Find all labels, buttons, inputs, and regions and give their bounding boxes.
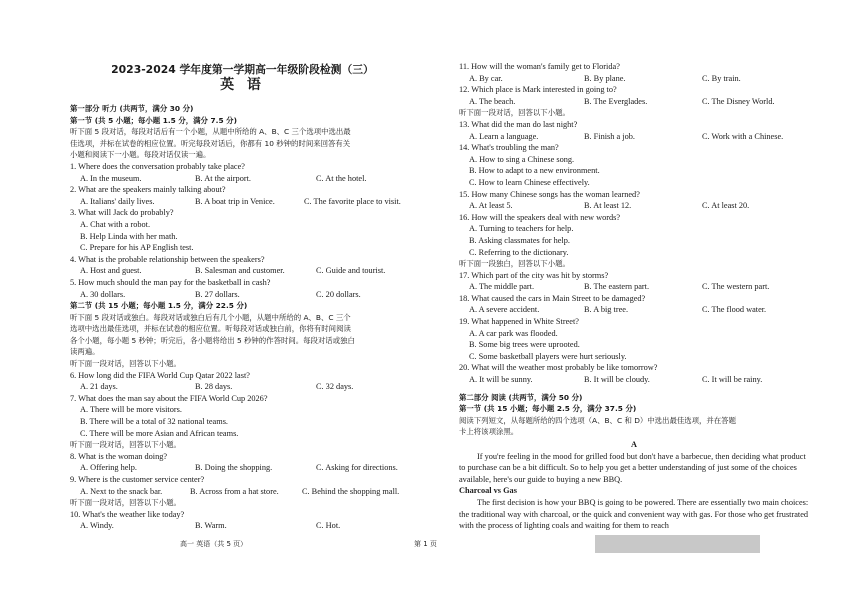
- question-stem: 15. How many Chinese songs has the woman learned?: [459, 189, 640, 199]
- question-stem: 6. How long did the FIFA World Cup Qatar 2022 last?: [70, 370, 250, 380]
- directions-line: 各个小题，每小题 5 秒钟；听完后，各小题将给出 5 秒钟的作答时间。每段对话或独白: [70, 335, 355, 345]
- option-b: B. At least 12.: [584, 201, 632, 211]
- part1-section2-heading: 第二节 (共 15 小题；每小题 1.5 分，满分 22.5 分): [70, 301, 248, 311]
- option-b: B. A boat trip in Venice.: [195, 196, 275, 206]
- option-a: A. At least 5.: [469, 201, 513, 211]
- question-stem: 17. Which part of the city was hit by storms?: [459, 270, 609, 280]
- option-b: B. How to adapt to a new environment.: [469, 166, 600, 176]
- option-a: A. Chat with a robot.: [80, 219, 151, 229]
- question-stem: 7. What does the man say about the FIFA World Cup 2026?: [70, 393, 268, 403]
- question-stem: 4. What is the probable relationship between the speakers?: [70, 254, 265, 264]
- option-b: B. Finish a job.: [584, 131, 635, 141]
- option-a: A. It will be sunny.: [469, 375, 533, 385]
- question-options: [70, 462, 415, 474]
- listening-prompt: 听下面一段对话，回答以下小题。: [70, 440, 181, 450]
- option-c: C. 20 dollars.: [316, 289, 361, 299]
- option-c: C. Hot.: [316, 521, 341, 531]
- directions-line: 选项中选出最佳选项，并标在试卷的相应位置。听每段对话或独白前，你将有时间阅读: [70, 324, 351, 334]
- directions-line: 阅读下列短文，从每题所给的四个选项（A、B、C 和 D）中选出最佳选项，并在答题: [459, 415, 736, 425]
- option-a: A. In the museum.: [80, 173, 142, 183]
- option-c: C. Work with a Chinese.: [702, 131, 784, 141]
- question-stem: 9. Where is the customer service center?: [70, 475, 205, 484]
- option-b: B. The eastern part.: [584, 282, 650, 292]
- question-options: [459, 200, 809, 212]
- option-c: C. It will be rainy.: [702, 375, 763, 385]
- question-stem: 3. What will Jack do probably?: [70, 208, 174, 218]
- question-options: [70, 265, 415, 277]
- question-stem: 19. What happened in White Street?: [459, 317, 579, 327]
- directions-line: 听下面 5 段对话或独白。每段对话或独白后有几个小题，从题中所给的 A、B、C 三个: [70, 312, 351, 322]
- option-c: C. At the hotel.: [316, 173, 367, 183]
- right-flow: [459, 61, 809, 532]
- listening-prompt: 听下面一段对话，回答以下小题。: [459, 108, 570, 118]
- option-a: A. Learn a language.: [469, 131, 539, 141]
- question-options: [459, 304, 809, 316]
- option-c: C. Referring to the dictionary.: [469, 247, 569, 257]
- option-c: C. 32 days.: [316, 382, 354, 392]
- option-c: C. Behind the shopping mall.: [302, 486, 400, 496]
- part1-section1-heading: 第一节 (共 5 小题；每小题 1.5 分，满分 7.5 分): [70, 115, 237, 125]
- option-b: B. There will be a total of 32 national teams.: [80, 417, 228, 427]
- option-a: A. Turning to teachers for help.: [469, 224, 574, 234]
- question-options: [70, 173, 415, 185]
- question-options: [70, 381, 415, 393]
- option-a: A. 21 days.: [80, 382, 118, 392]
- question-stem: 8. What is the woman doing?: [70, 451, 168, 461]
- option-c: C. The western part.: [702, 282, 770, 292]
- listening-prompt: 听下面一段对话，回答以下小题。: [70, 359, 181, 369]
- option-b: B. Warm.: [195, 521, 227, 531]
- option-a: A. Offering help.: [80, 463, 137, 473]
- option-b: B. 27 dollars.: [195, 289, 240, 299]
- option-c: C. Guide and tourist.: [316, 266, 386, 276]
- question-options: [70, 289, 415, 301]
- option-c: C. By train.: [702, 73, 741, 83]
- option-a: A. The middle part.: [469, 282, 535, 292]
- option-b: B. Some big trees were uprooted.: [469, 340, 580, 350]
- question-stem: 1. Where does the conversation probably take place?: [70, 161, 245, 171]
- question-options: [459, 96, 809, 108]
- option-a: A. There will be more visitors.: [80, 405, 182, 415]
- grey-box: [595, 535, 760, 553]
- listening-prompt: 听下面一段对话，回答以下小题。: [70, 498, 181, 508]
- option-a: A. By car.: [469, 73, 503, 83]
- directions-line: 听下面 5 段对话，每段对话后有一个小题，从题中所给的 A、B、C 三个选项中选出最: [70, 127, 351, 137]
- listening-prompt: 听下面一段独白，回答以下小题。: [459, 259, 570, 269]
- option-c: C. Prepare for his AP English test.: [80, 243, 194, 253]
- option-b: B. Doing the shopping.: [195, 463, 273, 473]
- option-a: A. Next to the snack bar.: [80, 486, 163, 496]
- passage-subheading: Charcoal vs Gas: [459, 486, 517, 496]
- passage-paragraph: The first decision is how your BBQ is going to be powered. There are essentially two main choices: the traditional way with charcoal, or the quick and convenient way with gas. For those who get frustrated with the process of lighting coals and waiting for them to reach: [459, 497, 809, 531]
- question-options: [70, 486, 415, 498]
- page-number: 第 1 页: [414, 540, 437, 548]
- option-b: B. The Everglades.: [584, 96, 648, 106]
- option-a: A. Italians' daily lives.: [80, 196, 155, 206]
- option-a: A. How to sing a Chinese song.: [469, 154, 575, 164]
- option-a: A. A severe accident.: [469, 305, 540, 315]
- option-b: B. Help Linda with her math.: [80, 231, 178, 241]
- option-c: C. At least 20.: [702, 201, 750, 211]
- left-flow: [70, 103, 415, 532]
- option-b: B. It will be cloudy.: [584, 375, 650, 385]
- option-c: C. The favorite place to visit.: [304, 196, 401, 206]
- option-c: C. How to learn Chinese effectively.: [469, 177, 590, 187]
- question-stem: 10. What's the weather like today?: [70, 509, 185, 519]
- option-c: C. There will be more Asian and African teams.: [80, 428, 239, 438]
- question-stem: 16. How will the speakers deal with new words?: [459, 212, 621, 222]
- part2-section1-heading: 第一节 (共 15 小题；每小题 2.5 分，满分 37.5 分): [459, 404, 637, 414]
- exam-subject: 英 语: [220, 77, 265, 93]
- part2-heading: 第二部分 阅读 (共两节，满分 50 分): [459, 392, 583, 402]
- question-stem: 5. How much should the man pay for the basketball in cash?: [70, 277, 271, 287]
- passage-label: A: [631, 440, 637, 449]
- footer-course: 高一 英语（共 5 页）: [180, 540, 248, 548]
- question-options: [70, 520, 415, 532]
- option-a: A. The beach.: [469, 96, 516, 106]
- option-c: C. Asking for directions.: [316, 463, 398, 473]
- option-b: B. By plane.: [584, 73, 626, 83]
- question-stem: 14. What's troubling the man?: [459, 143, 559, 153]
- question-options: [70, 196, 415, 208]
- option-a: A. 30 dollars.: [80, 289, 126, 299]
- option-a: A. A car park was flooded.: [469, 328, 558, 338]
- right-column: [459, 0, 809, 595]
- passage-paragraph: If you're feeling in the mood for grilled food but don't have a barbecue, then deciding what product to purchase can be a bit difficult. So to help you get a better understanding of just some of the choices available, here's our guide to buying a new BBQ.: [459, 451, 806, 484]
- option-b: B. Asking classmates for help.: [469, 235, 570, 245]
- exam-title: 2023-2024 学年度第一学期高一年级阶段检测（三）: [111, 63, 374, 76]
- option-b: B. Across from a hat store.: [190, 486, 279, 496]
- question-stem: 18. What caused the cars in Main Street to be damaged?: [459, 293, 646, 303]
- question-options: [459, 281, 809, 293]
- option-b: B. 28 days.: [195, 382, 233, 392]
- directions-line: 小题和阅读下一小题。每段对话仅读一遍。: [70, 150, 211, 160]
- question-stem: 11. How will the woman's family get to Florida?: [459, 62, 620, 71]
- option-c: C. The flood water.: [702, 305, 767, 315]
- option-c: C. Some basketball players were hurt seriously.: [469, 351, 627, 361]
- option-a: A. Windy.: [80, 521, 114, 531]
- part1-heading: 第一部分 听力 (共两节，满分 30 分): [70, 104, 194, 113]
- question-options: [459, 374, 809, 386]
- question-stem: 12. Which place is Mark interested in going to?: [459, 85, 617, 95]
- question-stem: 20. What will the weather most probably be like tomorrow?: [459, 363, 658, 373]
- option-b: B. Salesman and customer.: [195, 266, 285, 276]
- question-stem: 13. What did the man do last night?: [459, 119, 578, 129]
- option-a: A. Host and guest.: [80, 266, 142, 276]
- left-column: [70, 0, 415, 595]
- directions-line: 佳选项，并标在试卷的相应位置。听完每段对话后，你都有 10 秒钟的时间来回答有关: [70, 138, 351, 148]
- question-options: [459, 131, 809, 143]
- option-b: B. A big tree.: [584, 305, 629, 315]
- question-stem: 2. What are the speakers mainly talking about?: [70, 185, 226, 195]
- question-options: [459, 73, 809, 85]
- option-c: C. The Disney World.: [702, 96, 775, 106]
- directions-line: 读两遍。: [70, 347, 100, 357]
- option-b: B. At the airport.: [195, 173, 251, 183]
- directions-line: 卡上将该项涂黑。: [459, 427, 519, 437]
